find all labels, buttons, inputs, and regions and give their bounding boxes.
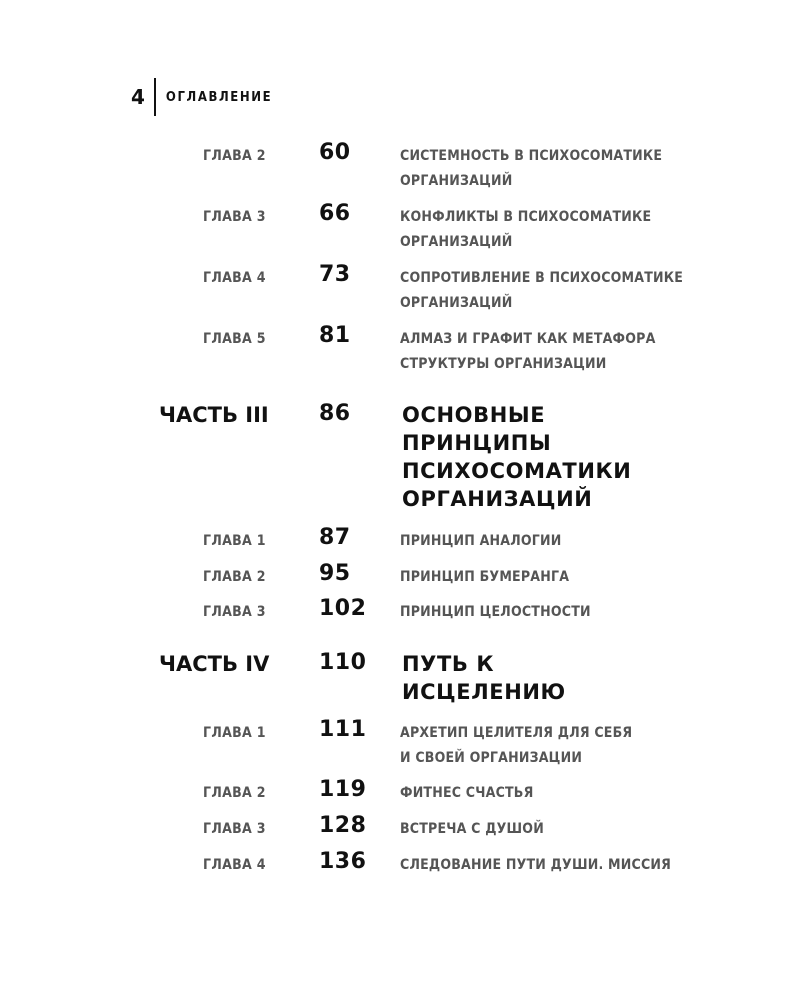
entry-page: 111 bbox=[319, 717, 367, 742]
entry-page: 102 bbox=[319, 596, 367, 621]
entry-title: ПРИНЦИП ЦЕЛОСТНОСТИ bbox=[400, 604, 591, 620]
entry-label: ГЛАВА 4 bbox=[203, 857, 266, 873]
entry-title: АЛМАЗ И ГРАФИТ КАК МЕТАФОРА СТРУКТУРЫ ОРГАНИЗАЦИИ bbox=[400, 331, 656, 372]
entry-label: ГЛАВА 5 bbox=[203, 331, 266, 347]
entry-page: 136 bbox=[319, 849, 367, 874]
entry-page: 81 bbox=[319, 323, 351, 348]
entry-title: ПРИНЦИП АНАЛОГИИ bbox=[400, 533, 562, 549]
page-number: 4 bbox=[131, 85, 145, 109]
entry-label: ГЛАВА 1 bbox=[203, 533, 266, 549]
entry-label: ГЛАВА 3 bbox=[203, 821, 266, 837]
entry-title: ПРИНЦИП БУМЕРАНГА bbox=[400, 569, 570, 585]
entry-label: ГЛАВА 3 bbox=[203, 604, 266, 620]
entry-title: ФИТНЕС СЧАСТЬЯ bbox=[400, 785, 534, 801]
entry-title: СИСТЕМНОСТЬ В ПСИХОСОМАТИКЕ ОРГАНИЗАЦИЙ bbox=[400, 148, 663, 189]
entry-label: ГЛАВА 3 bbox=[203, 209, 266, 225]
part-label: ЧАСТЬ IV bbox=[159, 652, 270, 676]
entry-title: СЛЕДОВАНИЕ ПУТИ ДУШИ. МИССИЯ bbox=[400, 857, 672, 873]
entry-label: ГЛАВА 1 bbox=[203, 725, 266, 741]
entry-page: 110 bbox=[319, 650, 367, 675]
entry-page: 60 bbox=[319, 140, 351, 165]
entry-title: КОНФЛИКТЫ В ПСИХОСОМАТИКЕ ОРГАНИЗАЦИЙ bbox=[400, 209, 652, 250]
entry-page: 86 bbox=[319, 401, 351, 426]
section-title: ОГЛАВЛЕНИЕ bbox=[165, 89, 273, 105]
entry-page: 66 bbox=[319, 201, 351, 226]
entry-page: 119 bbox=[319, 777, 367, 802]
part-title: ОСНОВНЫЕ ПРИНЦИПЫ ПСИХОСОМАТИКИ ОРГАНИЗАЦИЙ bbox=[402, 403, 632, 511]
entry-label: ГЛАВА 2 bbox=[203, 148, 266, 164]
entry-label: ГЛАВА 2 bbox=[203, 785, 266, 801]
entry-page: 95 bbox=[319, 561, 351, 586]
part-title: ПУТЬ К ИСЦЕЛЕНИЮ bbox=[402, 652, 566, 704]
entry-page: 87 bbox=[319, 525, 351, 550]
entry-title: ВСТРЕЧА С ДУШОЙ bbox=[400, 821, 544, 837]
entry-page: 128 bbox=[319, 813, 367, 838]
entry-page: 73 bbox=[319, 262, 351, 287]
entry-title: СОПРОТИВЛЕНИЕ В ПСИХОСОМАТИКЕ ОРГАНИЗАЦИЙ bbox=[400, 270, 684, 311]
header-divider bbox=[154, 78, 156, 116]
entry-label: ГЛАВА 2 bbox=[203, 569, 266, 585]
entry-label: ГЛАВА 4 bbox=[203, 270, 266, 286]
part-label: ЧАСТЬ III bbox=[159, 403, 269, 427]
entry-title: АРХЕТИП ЦЕЛИТЕЛЯ ДЛЯ СЕБЯ И СВОЕЙ ОРГАНИЗАЦИИ bbox=[400, 725, 633, 766]
running-head bbox=[131, 78, 272, 116]
